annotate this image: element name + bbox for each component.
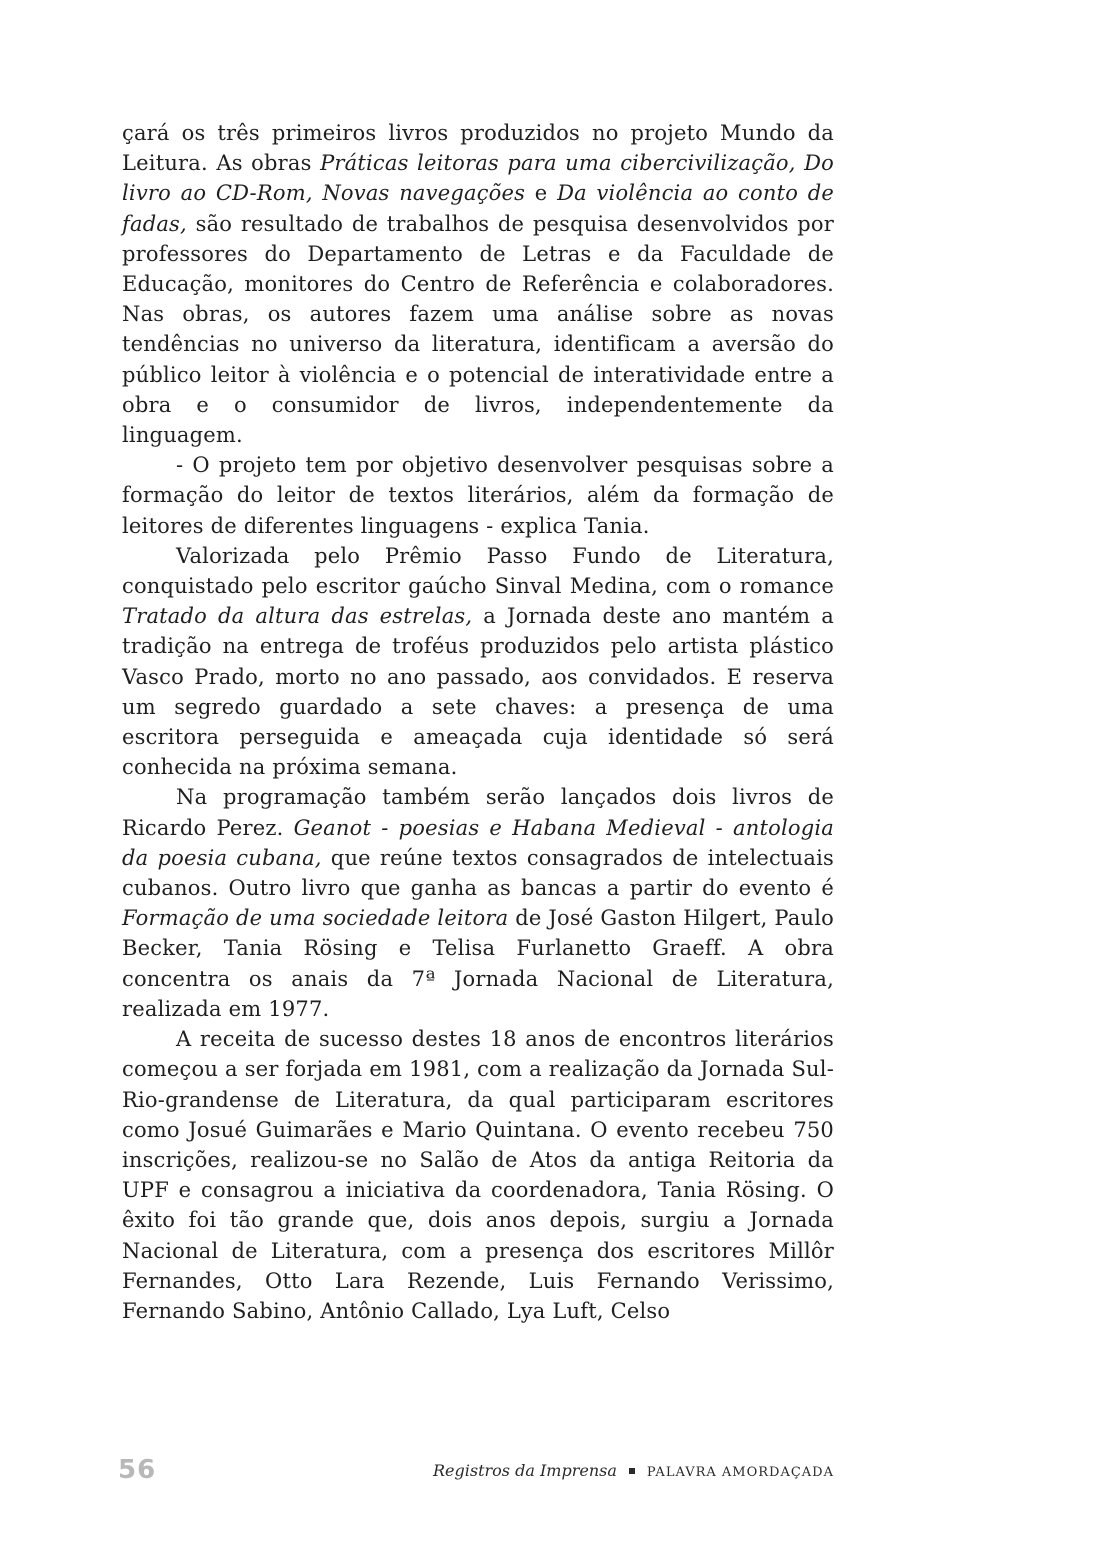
text-run: A receita de sucesso destes 18 anos de encontros literários começou a ser forjada em 1981, com a realização da Jornada Sul-Rio-grandense de Literatura, da qual participaram escritores como Josué Guimarães e Mario Quintana. O evento recebeu 750 inscrições, realizou-se no Salão de Atos da antiga Reitoria da UPF e consagrou a iniciativa da coordenadora, Tania Rösing. O êxito foi tão grande que, dois anos depois, surgiu a Jornada Nacional de Literatura, com a presença dos escritores Millôr Fernandes, Otto Lara Rezende, Luis Fernando Verissimo, Fernando Sabino, Antônio Callado, Lya Luft, Celso	[122, 1027, 834, 1323]
paragraph	[122, 450, 834, 541]
publication-name: Registros da Imprensa	[433, 1461, 617, 1480]
text-run: a Jornada deste ano mantém a tradição na entrega de troféus produzidos pelo artista plástico Vasco Prado, morto no ano passado, aos convidados. E reserva um segredo guardado a sete chaves: a presença de uma escritora perseguida e ameaçada cuja identidade só será conhecida na próxima semana.	[122, 604, 834, 780]
text-run: são resultado de trabalhos de pesquisa desenvolvidos por professores do Departamento de Letras e da Faculdade de Educação, monitores do Centro de Referência e colaboradores. Nas obras, os autores fazem uma análise sobre as novas tendências no universo da literatura, identificam a aversão do público leitor à violência e o potencial de interatividade entre a obra e o consumidor de livros, independentemente da linguagem.	[122, 211, 834, 448]
text-run: que reúne textos consagrados de intelectuais cubanos. Outro livro que ganha as bancas a partir do evento é	[122, 845, 834, 901]
section-name: PALAVRA AMORDAÇADA	[646, 1465, 834, 1480]
bullet-separator-icon	[629, 1468, 635, 1474]
page-number: 56	[118, 1455, 157, 1485]
page-footer	[118, 1455, 834, 1485]
body-text	[122, 118, 834, 1326]
paragraph	[122, 118, 834, 450]
italic-title-run: Tratado da altura das estrelas,	[122, 604, 473, 629]
text-run: çará os três primeiros livros produzidos no projeto Mundo da Leitura. As obras	[122, 121, 834, 176]
text-run: Valorizada pelo Prêmio Passo Fundo de Literatura, conquistado pelo escritor gaúcho Sinval Medina, com o romance	[122, 543, 834, 599]
text-run: e	[525, 181, 558, 206]
paragraph	[122, 782, 834, 1024]
text-run: Na programação também serão lançados dois livros de Ricardo Perez.	[122, 785, 834, 840]
italic-title-run: Práticas leitoras para uma cibercivilização, Do livro ao CD-Rom, Novas navegações	[122, 151, 834, 206]
italic-title-run: Geanot - poesias e Habana Medieval - antologia da poesia cubana,	[122, 815, 834, 870]
italic-title-run: Formação de uma sociedade leitora	[122, 906, 509, 931]
italic-title-run: Da violência ao conto de fadas,	[122, 181, 834, 236]
running-title	[433, 1461, 834, 1480]
paragraph	[122, 541, 834, 783]
paragraph	[122, 1024, 834, 1326]
text-run: de José Gaston Hilgert, Paulo Becker, Tania Rösing e Telisa Furlanetto Graeff. A obra concentra os anais da 7ª Jornada Nacional de Literatura, realizada em 1977.	[122, 906, 834, 1021]
text-run: - O projeto tem por objetivo desenvolver pesquisas sobre a formação do leitor de textos literários, além da formação de leitores de diferentes linguagens - explica Tania.	[122, 453, 834, 538]
